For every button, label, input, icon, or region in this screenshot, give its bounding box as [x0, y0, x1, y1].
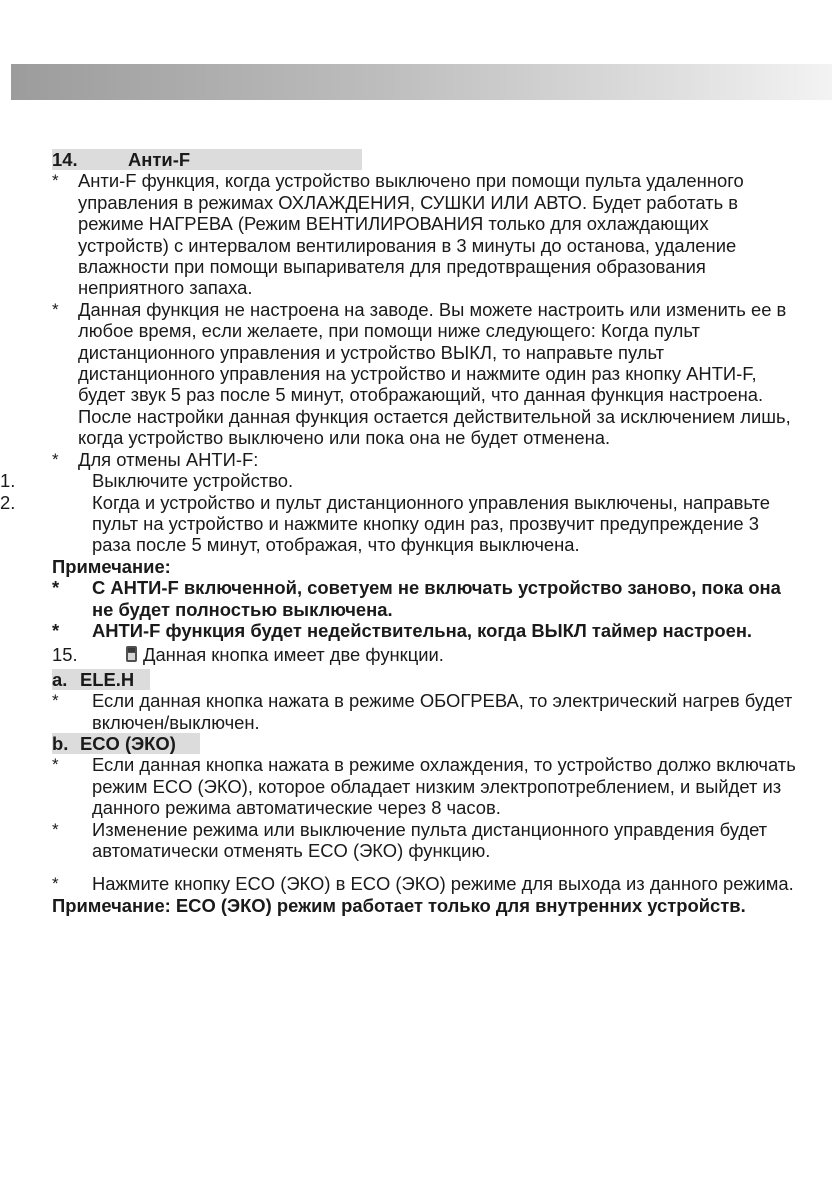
final-note: Примечание: ECO (ЭКО) режим работает только для внутренних устройств. [52, 894, 746, 916]
list-item: * Нажмите кнопку ECO (ЭКО) в ECO (ЭКО) режиме для выхода из данного режима. [52, 873, 802, 894]
note-text: С АНТИ-F включенной, советуем не включать устройство заново, пока она не будет полностью выключена. [92, 577, 781, 620]
bullet-text: Если данная кнопка нажата в режиме ОБОГРЕВА, то электрический нагрев будет включен/выключен. [92, 690, 793, 733]
document-body [0, 149, 802, 916]
section-number: 14. [52, 149, 78, 170]
list-item: * Если данная кнопка нажата в режиме охлаждения, то устройство должо включать режим ECO (ЭКО), которое обладает низким электропотреблением, и выйдет из данного режима автоматические через 8 часов. [52, 754, 802, 818]
list-item: * Для отмены АНТИ-F: [52, 449, 802, 470]
section-15 [52, 644, 802, 665]
bullet-text: Если данная кнопка нажата в режиме охлаждения, то устройство должо включать режим ECO (ЭКО), которое обладает низким электропотреблением, и выйдет из данного режима автоматические через 8 часов. [92, 754, 796, 819]
bullet-text: Данная функция не настроена на заводе. Вы можете настроить или изменить ее в любое время, если желаете, при помощи ниже следующего: Когда пульт дистанционного управления и устройство ВЫКЛ, то направьте пульт дистанционного управления на устройство и нажмите один раз кнопку АНТИ-F, будет звук 5 раз после 5 минут, отображающий, что данная функция настроена. После настройки данная функция остается действительной за исключением лишь, когда устройство выключено или пока она не будет отменена. [78, 298, 791, 449]
bullet-text: Нажмите кнопку ECO (ЭКО) в ECO (ЭКО) режиме для выхода из данного режима. [92, 873, 794, 895]
list-item: * Если данная кнопка нажата в режиме ОБОГРЕВА, то электрический нагрев будет включен/выключен. [52, 690, 802, 733]
header-bar [11, 64, 832, 100]
bullet-text: Для отмены АНТИ-F: [78, 448, 259, 470]
section-title: Анти-F [128, 149, 191, 170]
bullet-text: Изменение режима или выключение пульта дистанционного управдения будет автоматически отменять ECO (ЭКО) функцию. [92, 818, 768, 861]
list-item: * Изменение режима или выключение пульта дистанционного управдения будет автоматически отменять ECO (ЭКО) функцию. [52, 819, 802, 862]
list-item: * Анти-F функция, когда устройство выключено при помощи пульта удаленного управления в режимах ОХЛАЖДЕНИЯ, СУШКИ ИЛИ АВТО. Будет работать в режиме НАГРЕВА (Режим ВЕНТИЛИРОВАНИЯ только для охлаждающих устройств) с интервалом вентилирования в 3 минуты до останова, удаление влажности при помощи выпаривателя для предотвращения образования неприятного запаха. [52, 170, 802, 298]
subsection-title: ELE.H [80, 668, 135, 690]
subsection-a-heading: a. ELE.H [52, 669, 150, 690]
subsection-title: ECO (ЭКО) [80, 732, 176, 754]
note-item: * С АНТИ-F включенной, советуем не включать устройство заново, пока она не будет полностью выключена. [52, 577, 802, 620]
step-text: Выключите устройство. [92, 470, 294, 492]
note-text: АНТИ-F функция будет недействительна, когда ВЫКЛ таймер настроен. [92, 619, 753, 641]
section-15-text: Данная кнопка имеет две функции. [143, 644, 444, 666]
numbered-step: 2. Когда и устройство и пульт дистанционного управления выключены, направьте пульт на устройство и нажмите кнопку один раз, прозвучит предупреждение 3 раза после 5 минут, отображая, что функция выключена. [0, 492, 802, 556]
note-title: Примечание: [52, 555, 171, 577]
section-14-heading [52, 149, 362, 170]
section-number: 15. [52, 644, 78, 666]
list-item: * Данная функция не настроена на заводе. Вы можете настроить или изменить ее в любое время, если желаете, при помощи ниже следующего: Когда пульт дистанционного управления и устройство ВЫКЛ, то направьте пульт дистанционного управления на устройство и нажмите один раз кнопку АНТИ-F, будет звук 5 раз после 5 минут, отображающий, что данная функция настроена. После настройки данная функция остается действительной за исключением лишь, когда устройство выключено или пока она не будет отменена. [52, 299, 802, 449]
note-item: * АНТИ-F функция будет недействительна, когда ВЫКЛ таймер настроен. [52, 620, 802, 641]
remote-button-icon [126, 646, 137, 662]
numbered-step: 1. Выключите устройство. [0, 470, 802, 491]
step-text: Когда и устройство и пульт дистанционного управления выключены, направьте пульт на устройство и нажмите кнопку один раз, прозвучит предупреждение 3 раза после 5 минут, отображая, что функция выключена. [92, 491, 771, 556]
bullet-text: Анти-F функция, когда устройство выключено при помощи пульта удаленного управления в режимах ОХЛАЖДЕНИЯ, СУШКИ ИЛИ АВТО. Будет работать в режиме НАГРЕВА (Режим ВЕНТИЛИРОВАНИЯ только для охлаждающих устройств) с интервалом вентилирования в 3 минуты до останова, удаление влажности при помощи выпаривателя для предотвращения образования неприятного запаха. [78, 170, 744, 299]
subsection-b-heading: b. ECO (ЭКО) [52, 733, 200, 754]
